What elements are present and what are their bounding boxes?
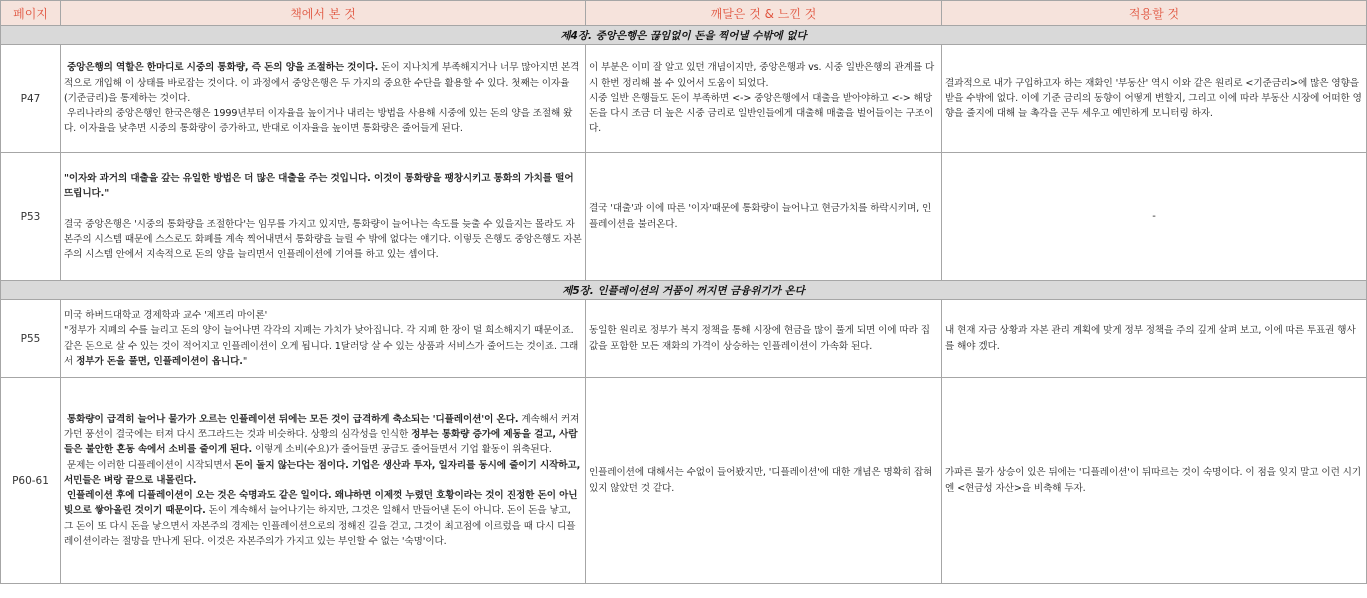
book-paragraph	[64, 217, 582, 263]
book-paragraph	[64, 60, 582, 106]
book-paragraph	[64, 412, 582, 458]
book-cell[interactable]	[61, 45, 586, 153]
book-paragraph	[64, 458, 582, 489]
apply-cell[interactable]: -	[942, 153, 1367, 281]
bold-text: "이자와 과거의 대출을 갚는 유일한 방법은 더 많은 대출을 주는 것입니다. 이것이 통화량을 팽창시키고 통화의 가치를 떨어뜨립니다."	[64, 172, 574, 199]
plain-text: 돈이 지나치게 부족해지거나 너무 많아지면 본격적으로 개입해 이 상태를 바로잡는 것이다. 이 과정에서 중앙은행은 두 가지의 중요한 수단을 활용할 수 있다. 첫째는 이자율(기준금리)을 통제하는 것이다.	[64, 62, 580, 104]
book-cell[interactable]	[61, 153, 586, 281]
bold-text: 정부가 돈을 풀면, 인플레이션이 옵니다.	[76, 355, 243, 367]
table-row	[1, 45, 1367, 153]
table-row	[1, 378, 1367, 584]
insight-cell[interactable]: 결국 '대출'과 이에 따른 '이자'때문에 통화량이 늘어나고 현금가치를 하락시키며, 인플레이션을 불러온다.	[586, 153, 942, 281]
apply-cell[interactable]: 내 현재 자금 상황과 자본 관리 계획에 맞게 정부 정책을 주의 깊게 살펴 보고, 이에 따른 투표권 행사를 해야 겠다.	[942, 300, 1367, 378]
plain-text: 우리나라의 중앙은행인 한국은행은 1999년부터 이자율을 높이거나 내리는 방법을 사용해 시중에 있는 돈의 양을 조절해 왔다. 이자율을 낮추면 시중의 통화량이 증가하고, 반대로 이자율을 높이면 통화량은 줄어들게 된다.	[64, 108, 573, 135]
page-cell[interactable]: P55	[1, 300, 61, 378]
book-cell[interactable]	[61, 378, 586, 584]
book-paragraph	[64, 106, 582, 137]
insight-cell[interactable]: 동일한 원리로 정부가 복지 정책을 통해 시장에 현금을 많이 풀게 되면 이에 따라 집값을 포함한 모든 재화의 가격이 상승하는 인플레이션이 가속화 된다.	[586, 300, 942, 378]
header-insight[interactable]: 깨달은 것 & 느낀 것	[586, 1, 942, 26]
insight-cell[interactable]: 인플레이션에 대해서는 수없이 들어봤지만, '디플레이션'에 대한 개념은 명확히 잡혀 있지 않았던 것 같다.	[586, 378, 942, 584]
plain-text: "정부가 지폐의 수를 늘리고 돈의 양이 늘어나면 각각의 지폐는 가치가 낮아집니다. 각 지폐 한 장이 덜 희소해지기 때문이죠. 같은 돈으로 살 수 있는 것이 적어지고 인플레이션이 오게 됩니다. 1달러당 살 수 있는 상품과 서비스가 줄어드는 것이죠. 그래서	[64, 325, 579, 367]
book-paragraph	[64, 323, 582, 369]
plain-text: 문제는 이러한 디플레이션이 시작되면서	[66, 459, 235, 471]
book-paragraph	[64, 201, 582, 216]
chapter-title[interactable]: 제4장. 중앙은행은 끊임없이 돈을 찍어낼 수밖에 없다	[1, 26, 1367, 45]
chapter-row	[1, 26, 1367, 45]
header-apply[interactable]: 적용할 것	[942, 1, 1367, 26]
insight-cell[interactable]: 이 부분은 이미 잘 알고 있던 개념이지만, 중앙은행과 vs. 시중 일반은행의 관계를 다시 한번 정리해 볼 수 있어서 도움이 되었다. 시중 일반 은행들도 돈이 부족하면 <-> 중앙은행에서 대출을 받아야하고 <-> 해당 돈을 다시 조금 더 높은 시중 금리로 일반인들에게 대출해 매출을 벌어들이는 구조이다.	[586, 45, 942, 153]
table-row	[1, 300, 1367, 378]
apply-cell[interactable]: 가파른 물가 상승이 있은 뒤에는 '디플레이션'이 뒤따르는 것이 숙명이다. 이 점을 잊지 말고 이런 시기엔 <현금성 자산>을 비축해 두자.	[942, 378, 1367, 584]
chapter-row	[1, 281, 1367, 300]
header-page[interactable]: 페이지	[1, 1, 61, 26]
page-cell[interactable]: P60-61	[1, 378, 61, 584]
plain-text: 결국 중앙은행은 '시중의 통화량을 조절한다'는 임무를 가지고 있지만, 통화량이 늘어나는 속도를 늦출 수 있을지는 몰라도 자본주의 시스템 때문에 스스로도 화폐를 계속 찍어내면서 통화량을 늘릴 수 밖에 없다는 얘기다. 이렇듯 은행도 중앙은행도 자본주의 시스템 안에서 지속적으로 돈의 양을 늘리면서 인플레이션에 기여를 하고 있는 셈이다.	[64, 218, 582, 261]
header-book[interactable]: 책에서 본 것	[61, 1, 586, 26]
table-row	[1, 153, 1367, 281]
bold-text: 중앙은행의 역할은 한마디로 시중의 통화량, 즉 돈의 양을 조절하는 것이다.	[66, 62, 379, 74]
chapter-title[interactable]: 제5장. 인플레이션의 거품이 꺼지면 금융위기가 온다	[1, 281, 1367, 300]
page-cell[interactable]: P47	[1, 45, 61, 153]
book-paragraph	[64, 488, 582, 549]
bold-text: 돈이 돌지 않는다는 점이다. 기업은 생산과 투자, 일자리를 동시에 줄이기 시작하고, 서민들은 벼랑 끝으로 내몰린다.	[64, 459, 581, 486]
book-paragraph	[64, 171, 582, 202]
bold-text: 인플레이션 후에 디플레이션이 오는 것은 숙명과도 같은 일이다. 왜냐하면 이제껏 누렸던 호황이라는 것이 진정한 돈이 아닌 빚으로 쌓아올린 것이기 때문이다.	[64, 490, 578, 517]
plain-text: "	[242, 355, 248, 367]
page-cell[interactable]: P53	[1, 153, 61, 281]
header-row	[1, 1, 1367, 26]
apply-cell[interactable]: 결과적으로 내가 구입하고자 하는 재화인 '부동산' 역시 이와 같은 원리로 <기준금리>에 많은 영향을 받을 수밖에 없다. 이에 기준 금리의 동향이 어떻게 변할지, 그리고 이에 따라 부동산 시장에 어떠한 영향을 줄지에 대해 늘 촉각을 곤두 세우고 예민하게 모니터링 하자.	[942, 45, 1367, 153]
book-cell[interactable]	[61, 300, 586, 378]
bold-text: 정부는 통화량 증가에 제동을 걸고, 사람들은 불안한 혼동 속에서 소비를 줄이게 된다.	[64, 428, 578, 456]
plain-text: 계속해서 커져가던 풍선이 결국에는 터져 다시 쪼그라드는 것과 비슷하다. 상황의 심각성을 인식한	[64, 413, 580, 440]
plain-text: 미국 하버드대학교 경제학과 교수 '제프리 마이론'	[64, 309, 268, 321]
plain-text: 돈이 계속해서 늘어나기는 하지만, 그것은 일해서 만들어낸 돈이 아니다. 돈이 돈을 낳고, 그 돈이 또 다시 돈을 낳으면서 자본주의 경제는 인플레이션으로의 정해진 길을 걷고, 그것이 최고점에 이르렀을 때 다시 디플레이션이라는 절망을 만나게 된다. 이것은 자본주의가 가지고 있는 부인할 수 없는 '숙명'이다.	[64, 505, 576, 548]
book-paragraph	[64, 308, 582, 323]
plain-text: 이렇게 소비(수요)가 줄어들면 공급도 줄어들면서 기업 활동이 위축된다.	[252, 444, 552, 456]
bold-text: 통화량이 급격히 늘어나 물가가 오르는 인플레이션 뒤에는 모든 것이 급격하게 축소되는 '디플레이션'이 온다.	[66, 413, 519, 425]
